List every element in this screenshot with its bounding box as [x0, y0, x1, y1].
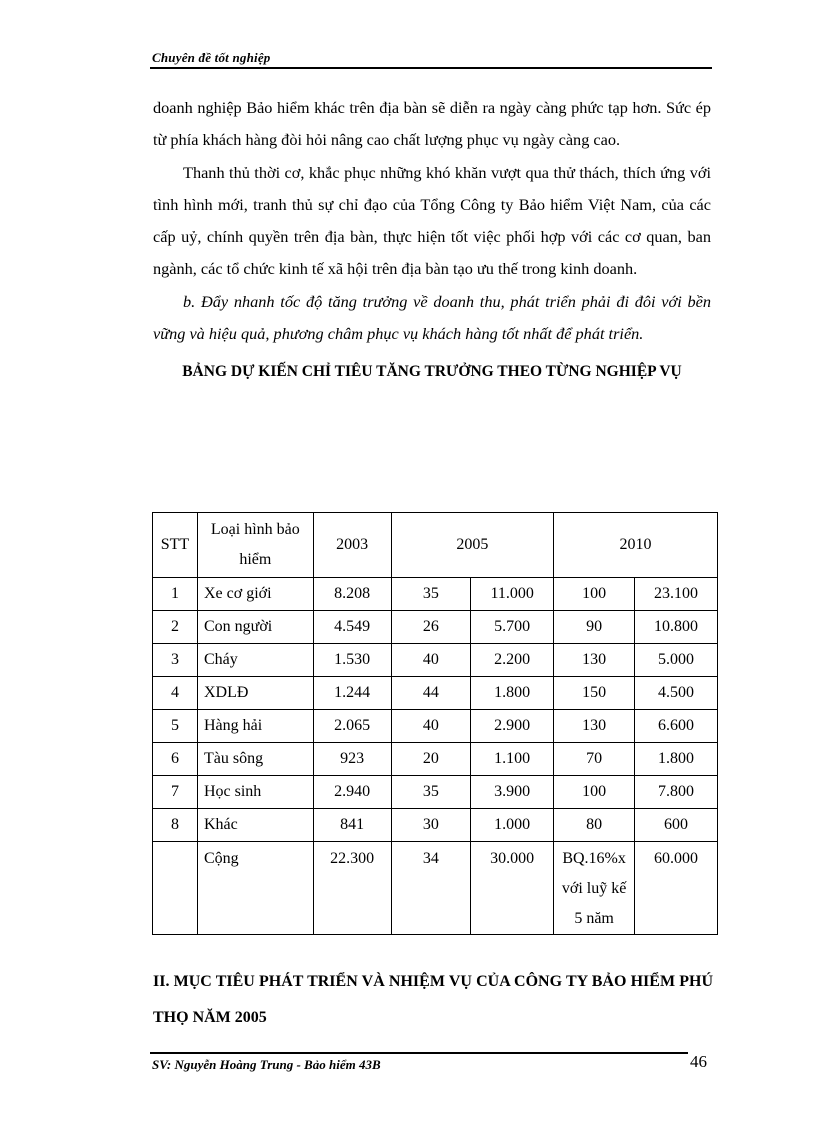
cell-rate-2005: 44 — [391, 677, 471, 710]
cell-value-2010: 600 — [635, 809, 718, 842]
header-2005: 2005 — [391, 513, 554, 578]
cell-value-2003: 8.208 — [313, 578, 391, 611]
cell-value-2003: 1.530 — [313, 644, 391, 677]
cell-rate-2010: 70 — [554, 743, 635, 776]
cell-rate-2005: 26 — [391, 611, 471, 644]
page-number: 46 — [690, 1052, 707, 1071]
cell-value-2010: 4.500 — [635, 677, 718, 710]
table-row — [153, 743, 718, 776]
cell-value-2010: 6.600 — [635, 710, 718, 743]
cell-rate-2010: 90 — [554, 611, 635, 644]
cell-value-2005: 1.000 — [471, 809, 554, 842]
cell-rate-2005: 20 — [391, 743, 471, 776]
total-value-2005: 30.000 — [471, 842, 554, 935]
cell-insurance-type: Xe cơ giới — [197, 578, 313, 611]
footer-author: SV: Nguyễn Hoàng Trung - Bảo hiểm 43B — [152, 1057, 381, 1072]
cell-value-2010: 7.800 — [635, 776, 718, 809]
cell-insurance-type: XDLĐ — [197, 677, 313, 710]
cell-stt: 5 — [153, 710, 198, 743]
table-total-row — [153, 842, 718, 935]
cell-insurance-type: Cháy — [197, 644, 313, 677]
table-row — [153, 611, 718, 644]
paragraph-2: Thanh thủ thời cơ, khắc phục những khó khăn vượt qua thử thách, thích ứng với tình hình mới, tranh thủ sự chỉ đạo của Tổng Công ty Bảo hiểm Việt Nam, của các cấp uỷ, chính quyền trên địa bàn, thực hiện tốt việc phối hợp với các cơ quan, ban ngành, các tổ chức kinh tế xã hội trên địa bàn tạo ưu thế trong kinh doanh. — [153, 162, 711, 279]
cell-stt: 7 — [153, 776, 198, 809]
cell-value-2005: 1.800 — [471, 677, 554, 710]
cell-stt: 6 — [153, 743, 198, 776]
header-2003: 2003 — [313, 513, 391, 578]
cell-value-2003: 4.549 — [313, 611, 391, 644]
cell-stt: 8 — [153, 809, 198, 842]
cell-value-2005: 3.900 — [471, 776, 554, 809]
table-header-row — [153, 513, 718, 578]
cell-insurance-type: Tàu sông — [197, 743, 313, 776]
cell-rate-2005: 30 — [391, 809, 471, 842]
cell-value-2005: 11.000 — [471, 578, 554, 611]
cell-rate-2010: 100 — [554, 578, 635, 611]
total-rate-2005: 34 — [391, 842, 471, 935]
cell-rate-2010: 100 — [554, 776, 635, 809]
cell-value-2005: 5.700 — [471, 611, 554, 644]
cell-rate-2005: 40 — [391, 710, 471, 743]
document-body — [153, 92, 711, 390]
cell-value-2005: 2.900 — [471, 710, 554, 743]
header-title: Chuyên đề tốt nghiệp — [152, 50, 271, 65]
cell-value-2003: 923 — [313, 743, 391, 776]
cell-stt: 2 — [153, 611, 198, 644]
table-row — [153, 578, 718, 611]
cell-insurance-type: Con người — [197, 611, 313, 644]
cell-stt: 1 — [153, 578, 198, 611]
cell-value-2005: 1.100 — [471, 743, 554, 776]
total-rate-2010: BQ.16%x với luỹ kế 5 năm — [554, 842, 635, 935]
cell-rate-2010: 130 — [554, 644, 635, 677]
header-stt: STT — [153, 513, 198, 578]
cell-value-2003: 2.940 — [313, 776, 391, 809]
footer-divider — [150, 1052, 688, 1054]
total-value-2003: 22.300 — [313, 842, 391, 935]
table-title: BẢNG DỰ KIẾN CHỈ TIÊU TĂNG TRƯỞNG THEO TỪNG NGHIỆP VỤ — [182, 363, 682, 381]
cell-insurance-type: Khác — [197, 809, 313, 842]
cell-stt: 3 — [153, 644, 198, 677]
cell-value-2003: 1.244 — [313, 677, 391, 710]
header-divider — [150, 67, 712, 69]
cell-value-2003: 841 — [313, 809, 391, 842]
cell-insurance-type: Hàng hải — [197, 710, 313, 743]
cell-stt: 4 — [153, 677, 198, 710]
table-row — [153, 776, 718, 809]
section-heading: II. MỤC TIÊU PHÁT TRIỂN VÀ NHIỆM VỤ CỦA CÔNG TY BẢO HIỂM PHÚ THỌ NĂM 2005 — [153, 973, 713, 1026]
cell-value-2010: 23.100 — [635, 578, 718, 611]
growth-target-table — [152, 512, 718, 935]
cell-rate-2010: 80 — [554, 809, 635, 842]
cell-rate-2010: 150 — [554, 677, 635, 710]
header-2010: 2010 — [554, 513, 718, 578]
total-value-2010: 60.000 — [635, 842, 718, 935]
cell-rate-2010: 130 — [554, 710, 635, 743]
cell-insurance-type: Học sinh — [197, 776, 313, 809]
paragraph-3: b. Đẩy nhanh tốc độ tăng trưởng về doanh thu, phát triển phải đi đôi với bền vững và hiệu quả, phương châm phục vụ khách hàng tốt nhất để phát triển. — [153, 291, 711, 344]
cell-value-2010: 10.800 — [635, 611, 718, 644]
total-insurance-type: Cộng — [197, 842, 313, 935]
cell-value-2003: 2.065 — [313, 710, 391, 743]
table-row — [153, 644, 718, 677]
cell-value-2005: 2.200 — [471, 644, 554, 677]
paragraph-1: doanh nghiệp Bảo hiểm khác trên địa bàn sẽ diễn ra ngày càng phức tạp hơn. Sức ép từ phía khách hàng đòi hỏi nâng cao chất lượng phục vụ ngày càng cao. — [153, 98, 711, 150]
table-row — [153, 809, 718, 842]
header-insurance-type: Loại hình bảo hiểm — [197, 513, 313, 578]
cell-value-2010: 5.000 — [635, 644, 718, 677]
table-row — [153, 677, 718, 710]
cell-rate-2005: 35 — [391, 578, 471, 611]
cell-rate-2005: 40 — [391, 644, 471, 677]
cell-value-2010: 1.800 — [635, 743, 718, 776]
cell-rate-2005: 35 — [391, 776, 471, 809]
table-row — [153, 710, 718, 743]
total-stt — [153, 842, 198, 935]
